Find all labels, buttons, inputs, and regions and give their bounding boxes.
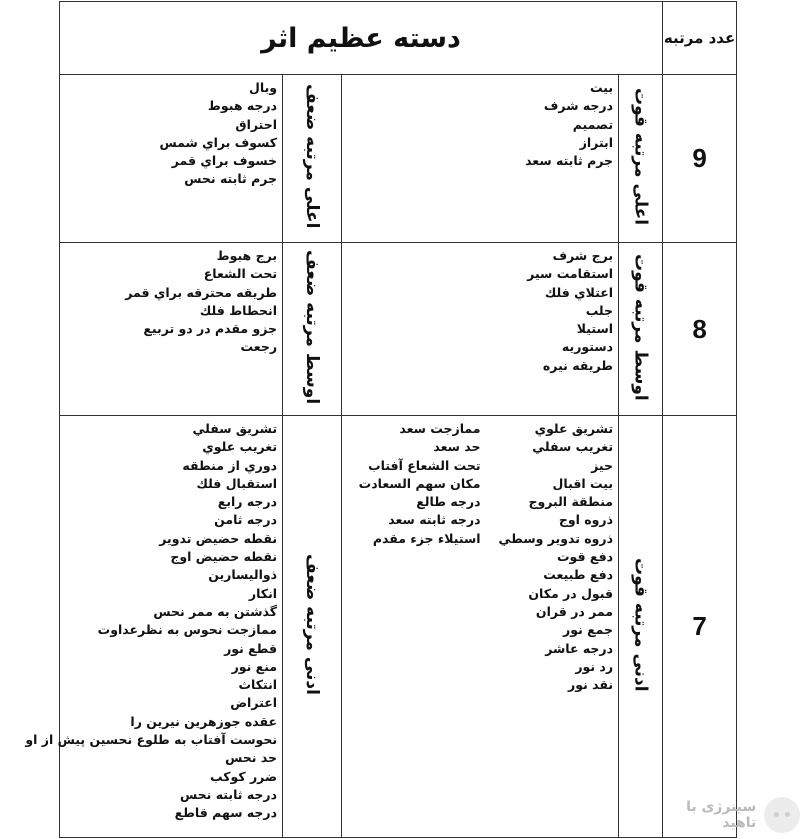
list-item: درجه هبوط (207, 98, 278, 114)
list-item: اعتراض (230, 695, 278, 711)
list-item: انتكاث (238, 677, 278, 693)
list-item: ضرر كوكب (210, 768, 278, 784)
list-item: نقطه حضیض تدویر (159, 530, 278, 546)
strong-label: اوسط مرتبه قوت (630, 253, 651, 401)
strong-label-cell (619, 75, 663, 243)
list-item: تصمیم (572, 116, 614, 132)
table-title: دسته عظیم اثر (60, 2, 663, 75)
list-item: درجه ثابته سعد (388, 512, 481, 528)
list-item: تشریق علوي (534, 421, 614, 436)
list-item: درجه ثابته نحس (180, 786, 278, 802)
list-item: استقبال فلك (196, 475, 278, 491)
weak-list-cell (25, 416, 283, 838)
list-item: بیت (590, 80, 614, 95)
weak-list-cell (60, 243, 283, 416)
list-item: ذوالیسارین (208, 567, 278, 583)
list-item: کسوف براي شمس (159, 134, 278, 150)
table-row-8 (60, 243, 737, 416)
strong-list (342, 243, 618, 375)
watermark (648, 797, 800, 833)
list-item: ذروه تدویر وسطي (498, 530, 614, 546)
weak-label: اعلی مرتبه ضعف (302, 84, 323, 229)
list-item: اعتلاي فلك (544, 284, 614, 300)
list-item: برج شرف (552, 248, 614, 263)
list-item: جمع نور (563, 622, 614, 638)
list-item: منع نور (231, 658, 278, 674)
list-item: گذشتن به ممر نحس (153, 603, 278, 619)
strong-list-cell (342, 416, 619, 838)
list-item: نقد نور (568, 677, 614, 693)
list-item: تحت الشعاع آفتاب (368, 457, 481, 473)
strong-label: اعلی مرتبه قوت (630, 87, 651, 226)
list-item: جرم ثابته نحس (184, 171, 278, 187)
list-item: درجه سهم قاطع (174, 805, 278, 821)
list-item: استیلا (576, 321, 614, 337)
list-item: استقامت سیر (527, 266, 614, 282)
list-item: منطقة البروج (528, 494, 614, 510)
rank-count: 8 (663, 243, 737, 416)
list-item: رجعت (240, 339, 278, 355)
power-table (25, 1, 737, 838)
rank-count: 9 (663, 75, 737, 243)
list-item: طریقه محترقه براي قمر (125, 284, 278, 300)
list-item: ممازجت نحوس به نظرعداوت (97, 622, 278, 638)
weak-list-cell (60, 75, 283, 243)
rank-count: 7 (663, 416, 737, 838)
list-item: دوري از منطقه (182, 457, 278, 473)
weak-label-cell (283, 243, 342, 416)
list-item: طریقه نیره (542, 357, 614, 373)
list-item: رد نور (575, 658, 614, 674)
list-item: درجه شرف (543, 98, 614, 114)
table-row-9 (60, 75, 737, 243)
list-item: احتراق (235, 116, 278, 132)
list-item: جزو مقدم در دو تربیع (143, 321, 278, 337)
list-item: مكان سهم السعادت (358, 475, 481, 491)
list-item: درجه رابع (217, 494, 278, 510)
list-item: دستوریه (561, 339, 614, 355)
list-item: خسوف براي قمر (171, 153, 278, 169)
list-item: جرم ثابته سعد (525, 153, 614, 169)
list-item: تشریق سفلي (192, 421, 278, 436)
list-item: درجه ثامن (214, 512, 278, 528)
strong-list-cell (342, 75, 619, 243)
table-row-7 (60, 416, 737, 838)
list-item: جلب (585, 302, 614, 318)
list-item: تغریب علوي (202, 439, 278, 455)
list-item: درجه عاشر (545, 640, 614, 656)
list-item: حد سعد (433, 439, 481, 455)
list-item: ممر در قران (535, 603, 614, 619)
list-item: نقطه حضیض اوج (170, 549, 278, 565)
strong-label: ادنی مرتبه قوت (630, 557, 651, 692)
strong-list-cell (342, 243, 619, 416)
list-item: تغریب سفلي (532, 439, 614, 455)
strong-label-cell (619, 416, 663, 838)
weak-list (60, 243, 282, 357)
weak-label: اوسط مرتبه ضعف (302, 249, 323, 405)
smiley-logo-icon (764, 797, 800, 833)
weak-list (25, 416, 282, 823)
weak-label-cell (283, 75, 342, 243)
weak-label-cell (283, 416, 342, 838)
weak-list (60, 75, 282, 189)
list-item: انحطاط فلك (199, 302, 278, 318)
strong-list (342, 75, 618, 170)
list-item: قطع نور (224, 640, 278, 656)
list-item: قبول در مكان (528, 585, 614, 601)
list-item: حیز (591, 457, 614, 473)
list-item: درجه طالع (416, 494, 481, 510)
list-item: انكار (248, 585, 278, 601)
header-row (60, 2, 737, 75)
strong-label-cell (619, 243, 663, 416)
list-item: تحت الشعاع (203, 266, 278, 282)
list-item: وبال (249, 80, 278, 95)
list-item: ابتراز (579, 134, 614, 150)
list-item: حد نحس (225, 750, 278, 766)
watermark-text: سینرژی با تاهید (686, 799, 757, 831)
weak-label: ادنی مرتبه ضعف (302, 554, 323, 695)
count-header: عدد مرتبه (663, 2, 737, 75)
list-item: برج هبوط (216, 248, 278, 263)
list-item: استیلاء جزء مقدم (372, 530, 481, 546)
list-item: عقده جوزهرین نیرین را (130, 713, 278, 729)
list-item: ممازجت سعد (399, 421, 481, 436)
strong-list-primary (499, 416, 619, 694)
list-item: ذروه اوج (558, 512, 614, 528)
list-item: نحوست آفتاب به طلوع نحسین پیش از او (25, 732, 278, 748)
list-item: دفع طبیعت (543, 567, 614, 583)
list-item: دفع قوت (556, 549, 614, 565)
strong-list-secondary (359, 416, 481, 694)
list-item: بیت اقبال (552, 475, 614, 491)
